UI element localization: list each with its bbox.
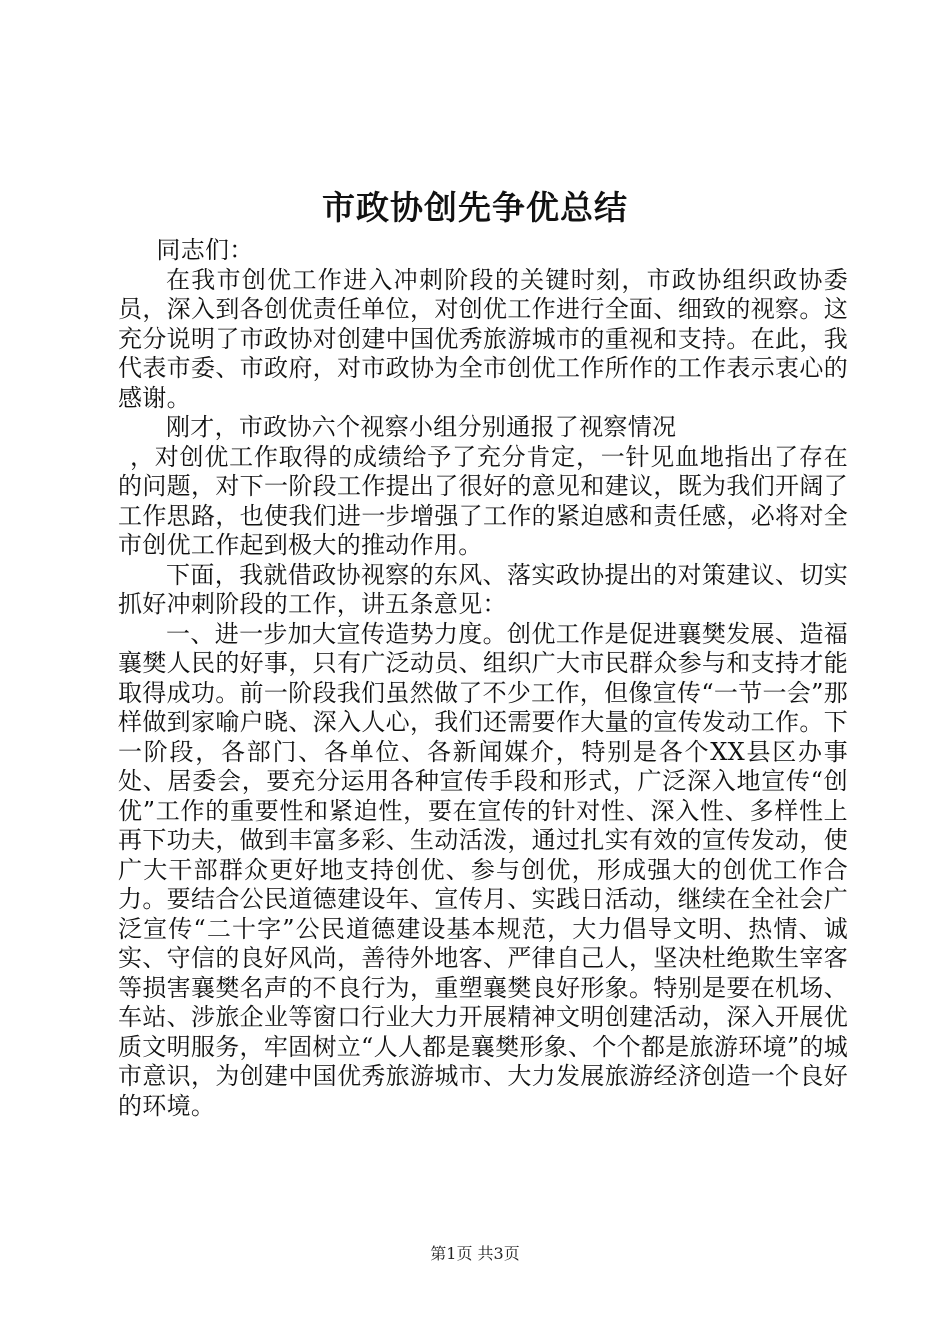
page-footer: 第1页 共3页 [430,1244,520,1263]
document-body [118,236,848,1121]
salutation: 同志们： [156,236,254,264]
paragraph-3: ，对创优工作取得的成绩给予了充分肯定，一针见血地指出了存在的问题，对下一阶段工作提出了很好的意见和建议，既为我们开阔了工作思路，也使我们进一步增强了工作的紧迫感和责任感，必将对全市创优工作起到极大的推动作用。 [118,442,848,559]
paragraph-2: 刚才，市政协六个视察小组分别通报了视察情况 [166,413,677,441]
paragraph-4: 下面，我就借政协视察的东风、落实政协提出的对策建议、切实抓好冲刺阶段的工作，讲五条意见： [118,560,848,618]
paragraph-5: 一、进一步加大宣传造势力度。创优工作是促进襄樊发展、造福襄樊人民的好事，只有广泛动员、组织广大市民群众参与和支持才能取得成功。前一阶段我们虽然做了不少工作，但像宣传“一节一会”那样做到家喻户晓、深入人心，我们还需要作大量的宣传发动工作。下一阶段，各部门、各单位、各新闻媒介，特别是各个XX县区办事处、居委会，要充分运用各种宣传手段和形式，广泛深入地宣传“创优”工作的重要性和紧迫性，要在宣传的针对性、深入性、多样性上再下功夫，做到丰富多彩、生动活泼，通过扎实有效的宣传发动，使广大干部群众更好地支持创优、参与创优，形成强大的创优工作合力。要结合公民道德建设年、宣传月、实践日活动，继续在全社会广泛宣传“二十字”公民道德建设基本规范，大力倡导文明、热情、诚实、守信的良好风尚，善待外地客、严律自己人，坚决杜绝欺生宰客等损害襄樊名声的不良行为，重塑襄樊良好形象。特别是要在机场、车站、涉旅企业等窗口行业大力开展精神文明创建活动，深入开展优质文明服务，牢固树立“人人都是襄樊形象、个个都是旅游环境”的城市意识，为创建中国优秀旅游城市、大力发展旅游经济创造一个良好的环境。 [118,619,848,1120]
paragraph-1: 在我市创优工作进入冲刺阶段的关键时刻，市政协组织政协委员，深入到各创优责任单位，对创优工作进行全面、细致的视察。这充分说明了市政协对创建中国优秀旅游城市的重视和支持。在此，我代表市委、市政府，对市政协为全市创优工作所作的工作表示衷心的感谢。 [118,265,848,412]
document-title: 市政协创先争优总结 [322,188,628,227]
